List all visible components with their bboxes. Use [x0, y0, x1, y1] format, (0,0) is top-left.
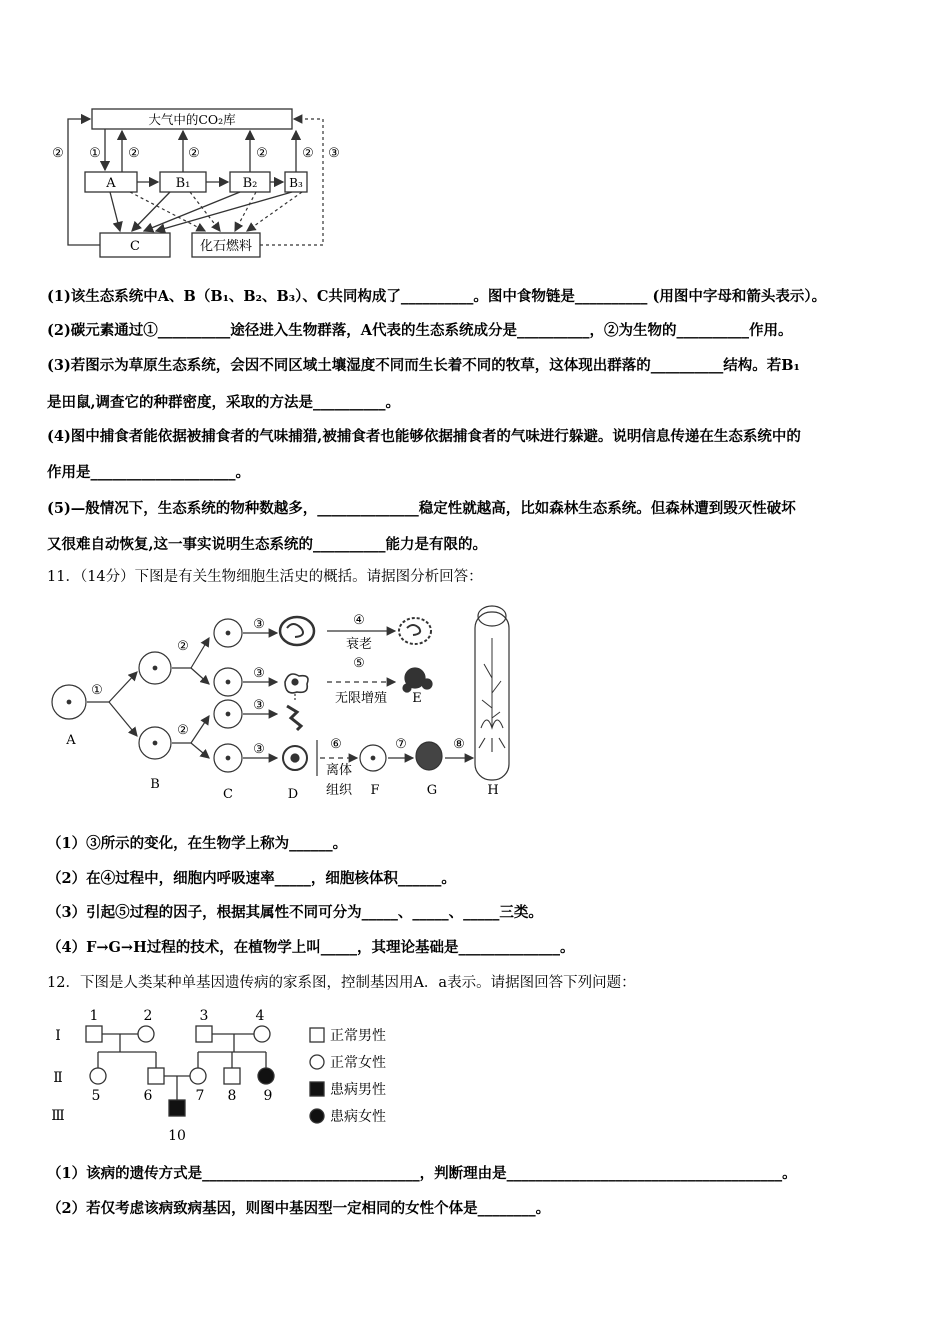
- legend-normal-male: 正常男性: [330, 1028, 386, 1044]
- atmosphere-label: 大气中的CO₂库: [148, 112, 236, 127]
- label-e: E: [412, 691, 422, 706]
- legend-normal-female-icon: [310, 1055, 324, 1069]
- q10-part4b: 作用是____________________。: [47, 464, 250, 481]
- generation-ii: Ⅱ: [53, 1070, 63, 1086]
- arrow-label-b1: ②: [188, 146, 200, 161]
- generation-iii: Ⅲ: [51, 1108, 65, 1124]
- q10-part2: (2)碳元素通过①__________途径进入生物群落，A代表的生态系统成分是__________，②为生物的__________作用。: [47, 322, 793, 339]
- step-7: ⑦: [395, 737, 407, 752]
- step-5: ⑤: [353, 656, 365, 671]
- legend-affected-female: 患病女性: [330, 1109, 386, 1125]
- individual-10: [169, 1100, 185, 1116]
- individual-1: [86, 1026, 102, 1042]
- num-3: 3: [199, 1008, 209, 1024]
- step-1: ①: [91, 683, 103, 698]
- individual-9: [258, 1068, 274, 1084]
- legend-affected-male-icon: [310, 1082, 324, 1096]
- step-2-top: ②: [177, 639, 189, 654]
- q11-sub4: （4）F→G→H过程的技术，在植物学上叫_____，其理论基础是______________。: [47, 939, 575, 956]
- step-3-d: ③: [253, 742, 265, 757]
- q10-part4a: (4)图中捕食者能依据被捕食者的气味捕猎,被捕食者也能够依据捕食者的气味进行躲避。说明信息传递在生态系统中的: [47, 428, 801, 445]
- node-c-label: C: [130, 239, 140, 254]
- q11-sub1: （1）③所示的变化，在生物学上称为______。: [47, 835, 348, 852]
- arrow-label-3: ③: [328, 146, 340, 161]
- aged-cell: [399, 618, 431, 644]
- individual-4: [254, 1026, 270, 1042]
- q10-part3a: (3)若图示为草原生态系统，会因不同区域土壤湿度不同而生长着不同的牧草，这体现出群落的__________结构。若B₁: [47, 357, 800, 374]
- num-5: 5: [91, 1088, 101, 1104]
- label-a: A: [66, 733, 76, 748]
- individual-7: [190, 1068, 206, 1084]
- legend-normal-female: 正常女性: [330, 1055, 386, 1071]
- arrow-label-b3: ②: [302, 146, 314, 161]
- isolated-label-2: 组织: [325, 783, 353, 798]
- legend-affected-female-icon: [310, 1109, 324, 1123]
- q12-sub2: （2）若仅考虑该病致病基因，则图中基因型一定相同的女性个体是________。: [47, 1200, 551, 1217]
- q10-part1: (1)该生态系统中A、B（B₁、B₂、B₃）、C共同构成了__________。图中食物链是__________ (用图中字母和箭头表示）。: [47, 288, 827, 305]
- label-h: H: [487, 783, 499, 798]
- num-8: 8: [227, 1088, 237, 1104]
- q10-part5b: 又很难自动恢复,这一事实说明生态系统的__________能力是有限的。: [47, 536, 488, 553]
- q11-header: 11．（14分）下图是有关生物细胞生活史的概括。请据图分析回答：: [47, 569, 483, 585]
- label-g: G: [426, 783, 438, 798]
- individual-2: [138, 1026, 154, 1042]
- q11-sub3: （3）引起⑤过程的因子，根据其属性不同可分为_____、_____、_____三类。: [47, 904, 543, 921]
- label-b: B: [150, 777, 160, 792]
- num-6: 6: [143, 1088, 153, 1104]
- generation-i: Ⅰ: [55, 1028, 61, 1044]
- arrow-label-a2: ②: [128, 146, 140, 161]
- num-9: 9: [263, 1088, 273, 1104]
- cell-life-history-diagram: [45, 598, 515, 808]
- q12-sub1: （1）该病的遗传方式是______________________________，判断理由是______________________________________。: [47, 1165, 797, 1182]
- num-2: 2: [143, 1008, 153, 1024]
- carbon-cycle-diagram: [40, 100, 360, 270]
- step-6: ⑥: [330, 737, 342, 752]
- arrow-label-left: ②: [52, 146, 64, 161]
- step-4: ④: [353, 613, 365, 628]
- individual-3: [196, 1026, 212, 1042]
- node-b3-label: B₃: [289, 176, 303, 190]
- fossil-fuel-label: 化石燃料: [199, 239, 253, 254]
- node-b1-label: B₁: [175, 176, 191, 191]
- num-10: 10: [168, 1128, 186, 1144]
- differentiated-cell-3: [287, 706, 301, 730]
- individual-5: [90, 1068, 106, 1084]
- differentiated-cell-1: [280, 617, 314, 645]
- label-f: F: [370, 783, 380, 798]
- q12-header: 12．下图是人类某种单基因遗传病的家系图，控制基因用A．a表示。请据图回答下列问题：: [47, 975, 636, 991]
- node-a-label: A: [106, 176, 116, 191]
- label-c: C: [223, 787, 233, 802]
- q10-part5a: (5)—般情况下，生态系统的物种数越多，______________稳定性就越高，比如森林生态系统。但森林遭到毁灭性破坏: [47, 500, 796, 517]
- callus-g: [416, 742, 442, 770]
- step-8: ⑧: [453, 737, 465, 752]
- num-1: 1: [89, 1008, 99, 1024]
- q11-sub2: （2）在④过程中，细胞内呼吸速率_____，细胞核体积______。: [47, 870, 456, 887]
- pedigree-chart: [48, 1000, 428, 1150]
- arrow-label-1: ①: [89, 146, 101, 161]
- step-3-b: ③: [253, 666, 265, 681]
- step-3-c: ③: [253, 698, 265, 713]
- label-d: D: [287, 787, 299, 802]
- step-2-bottom: ②: [177, 723, 189, 738]
- num-4: 4: [255, 1008, 265, 1024]
- arrow-label-b2: ②: [256, 146, 268, 161]
- step-3-a: ③: [253, 617, 265, 632]
- individual-6: [148, 1068, 164, 1084]
- num-7: 7: [195, 1088, 205, 1104]
- node-b2-label: B₂: [242, 176, 258, 191]
- q10-part3b: 是田鼠,调查它的种群密度，采取的方法是__________。: [47, 394, 401, 411]
- aging-label: 衰老: [345, 637, 373, 652]
- legend-affected-male: 患病男性: [330, 1082, 386, 1098]
- unlimited-label: 无限增殖: [334, 691, 388, 706]
- individual-8: [224, 1068, 240, 1084]
- legend-normal-male-icon: [310, 1028, 324, 1042]
- isolated-label-1: 离体: [325, 763, 353, 778]
